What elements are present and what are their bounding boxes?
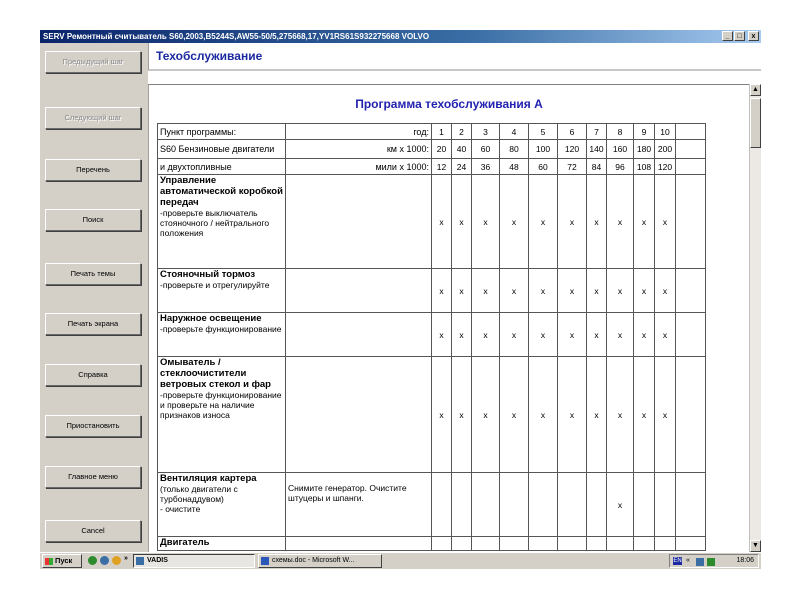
interval-mark: x xyxy=(529,313,558,357)
spacer-cell xyxy=(676,140,706,159)
spacer-cell xyxy=(676,357,706,473)
item-title: Управление автоматической коробкой передач xyxy=(160,175,283,208)
interval-mark: x xyxy=(607,313,634,357)
system-tray xyxy=(669,554,759,568)
taskbar xyxy=(40,552,761,569)
item-title: Двигатель xyxy=(160,537,210,548)
interval-mark xyxy=(634,537,655,551)
maintenance-item-row xyxy=(158,537,706,551)
interval-value: 96 xyxy=(607,159,634,175)
print-topic-button[interactable]: Печать темы xyxy=(45,263,141,285)
interval-mark: x xyxy=(558,269,587,313)
scroll-up-arrow-icon[interactable]: ▲ xyxy=(750,84,761,96)
window-controls xyxy=(722,31,759,41)
interval-value: 120 xyxy=(558,140,587,159)
interval-value: 180 xyxy=(634,140,655,159)
item-note xyxy=(286,269,432,313)
windows-logo-icon xyxy=(45,558,53,565)
interval-value: 12 xyxy=(432,159,452,175)
interval-mark: x xyxy=(529,269,558,313)
interval-mark xyxy=(529,537,558,551)
interval-mark xyxy=(529,473,558,537)
interval-mark: x xyxy=(432,269,452,313)
interval-mark: x xyxy=(655,269,676,313)
interval-value: 6 xyxy=(558,124,587,140)
item-detail: -проверьте функционирование и проверьте на наличие признаков износа xyxy=(160,390,282,420)
header-unit: год: xyxy=(286,124,432,140)
language-indicator[interactable]: EN xyxy=(673,558,682,564)
header-label: и двухтопливные xyxy=(158,159,286,175)
interval-mark: x xyxy=(500,313,529,357)
interval-mark xyxy=(587,473,607,537)
minimize-button[interactable]: _ xyxy=(722,31,733,41)
print-screen-button[interactable]: Печать экрана xyxy=(45,313,141,335)
interval-mark xyxy=(472,473,500,537)
spacer-cell xyxy=(676,313,706,357)
maintenance-table xyxy=(157,123,706,551)
interval-mark xyxy=(500,537,529,551)
interval-mark xyxy=(587,537,607,551)
previous-step-button[interactable]: Предыдущий шаг xyxy=(45,51,141,73)
interval-mark: x xyxy=(607,473,634,537)
interval-mark: x xyxy=(655,175,676,269)
interval-value: 5 xyxy=(529,124,558,140)
interval-mark: x xyxy=(655,357,676,473)
quicklaunch-desktop-icon[interactable] xyxy=(100,556,109,565)
clock: 18:06 xyxy=(736,557,754,564)
interval-value: 60 xyxy=(529,159,558,175)
item-description xyxy=(158,269,286,313)
item-description xyxy=(158,537,286,551)
interval-mark: x xyxy=(500,357,529,473)
interval-mark: x xyxy=(452,313,472,357)
maintenance-item-row xyxy=(158,269,706,313)
interval-value: 36 xyxy=(472,159,500,175)
interval-value: 140 xyxy=(587,140,607,159)
interval-mark xyxy=(500,473,529,537)
item-note: Снимите генератор. Очистите штуцеры и шпанги. xyxy=(286,473,432,537)
interval-value: 3 xyxy=(472,124,500,140)
interval-mark: x xyxy=(587,175,607,269)
task-vadis[interactable] xyxy=(133,554,255,568)
interval-mark xyxy=(432,473,452,537)
interval-mark: x xyxy=(607,269,634,313)
item-title: Омыватель / стеклоочистители ветровых стекол и фар xyxy=(160,357,271,390)
interval-value: 20 xyxy=(432,140,452,159)
spacer-cell xyxy=(676,175,706,269)
list-button[interactable]: Перечень xyxy=(45,159,141,181)
app-window xyxy=(40,30,761,552)
spacer-cell xyxy=(676,473,706,537)
interval-mark: x xyxy=(587,269,607,313)
spacer-cell xyxy=(676,159,706,175)
program-title: Программа техобслуживания А xyxy=(355,97,543,111)
maximize-button[interactable]: □ xyxy=(734,31,745,41)
interval-mark: x xyxy=(558,357,587,473)
start-button[interactable] xyxy=(42,554,82,568)
interval-value: 60 xyxy=(472,140,500,159)
item-title: Вентиляция картера xyxy=(160,473,257,484)
quicklaunch-more[interactable]: » xyxy=(124,555,128,562)
interval-mark: x xyxy=(432,357,452,473)
sidebar xyxy=(40,43,148,552)
interval-mark: x xyxy=(452,175,472,269)
interval-value: 40 xyxy=(452,140,472,159)
interval-mark: x xyxy=(634,313,655,357)
interval-mark: x xyxy=(432,313,452,357)
interval-mark xyxy=(452,473,472,537)
interval-mark xyxy=(655,537,676,551)
interval-mark: x xyxy=(452,269,472,313)
header-label: S60 Бензиновые двигатели xyxy=(158,140,286,159)
item-detail: -проверьте выключатель стояночного / нейтрального положения xyxy=(160,208,270,238)
interval-mark: x xyxy=(500,269,529,313)
start-label: Пуск xyxy=(55,556,73,565)
scroll-thumb[interactable] xyxy=(750,98,761,148)
interval-mark xyxy=(472,537,500,551)
page-header xyxy=(148,43,761,71)
interval-mark: x xyxy=(472,313,500,357)
task-word-document[interactable] xyxy=(258,554,382,568)
interval-mark: x xyxy=(634,269,655,313)
item-description xyxy=(158,473,286,537)
maintenance-item-row xyxy=(158,175,706,269)
interval-mark xyxy=(655,473,676,537)
interval-mark: x xyxy=(587,357,607,473)
quicklaunch-media-icon[interactable] xyxy=(112,556,121,565)
interval-mark: x xyxy=(432,175,452,269)
task-label: схемы.doc - Microsoft W... xyxy=(272,557,355,564)
item-title: Наружное освещение xyxy=(160,313,262,324)
page-title: Техобслуживание xyxy=(156,49,263,63)
item-title: Стояночный тормоз xyxy=(160,269,256,280)
interval-value: 9 xyxy=(634,124,655,140)
interval-value: 108 xyxy=(634,159,655,175)
search-button[interactable]: Поиск xyxy=(45,209,141,231)
pause-button[interactable]: Приостановить xyxy=(45,415,141,437)
interval-mark xyxy=(634,473,655,537)
interval-mark: x xyxy=(529,357,558,473)
header-row xyxy=(158,124,706,140)
header-label: Пункт программы: xyxy=(158,124,286,140)
interval-value: 72 xyxy=(558,159,587,175)
help-button[interactable]: Справка xyxy=(45,364,141,386)
interval-mark: x xyxy=(452,357,472,473)
interval-mark: x xyxy=(607,175,634,269)
interval-mark: x xyxy=(472,357,500,473)
cancel-button[interactable]: Cancel xyxy=(45,520,141,542)
interval-value: 7 xyxy=(587,124,607,140)
interval-value: 1 xyxy=(432,124,452,140)
title-bar xyxy=(40,30,761,43)
scroll-down-arrow-icon[interactable]: ▼ xyxy=(750,540,761,552)
item-detail: (только двигатели с турбонаддувом) - очистите xyxy=(160,484,238,514)
window-title: SERV Ремонтный считыватель S60,2003,B5244S,AW55-50/5,275668,17,YV1RS61S932275668 VOLVO xyxy=(43,32,430,41)
tray-security-icon[interactable] xyxy=(707,558,715,566)
interval-mark: x xyxy=(472,175,500,269)
item-description xyxy=(158,313,286,357)
tray-network-icon[interactable] xyxy=(696,558,704,566)
item-note xyxy=(286,537,432,551)
interval-mark: x xyxy=(558,313,587,357)
interval-mark: x xyxy=(607,357,634,473)
item-description xyxy=(158,175,286,269)
header-unit: мили x 1000: xyxy=(286,159,432,175)
interval-value: 48 xyxy=(500,159,529,175)
close-button[interactable]: x xyxy=(748,31,759,41)
interval-mark: x xyxy=(472,269,500,313)
header-row xyxy=(158,140,706,159)
word-app-icon xyxy=(261,557,269,565)
maintenance-item-row xyxy=(158,313,706,357)
tray-expand-chevron-icon[interactable]: « xyxy=(686,557,690,564)
quicklaunch-browser-icon[interactable] xyxy=(88,556,97,565)
interval-mark: x xyxy=(529,175,558,269)
interval-mark: x xyxy=(558,175,587,269)
item-note xyxy=(286,357,432,473)
interval-value: 200 xyxy=(655,140,676,159)
interval-mark xyxy=(432,537,452,551)
item-note xyxy=(286,313,432,357)
item-detail: -проверьте и отрегулируйте xyxy=(160,280,270,290)
header-row xyxy=(158,159,706,175)
spacer-cell xyxy=(676,537,706,551)
interval-value: 100 xyxy=(529,140,558,159)
item-detail: -проверьте функционирование xyxy=(160,324,282,334)
maintenance-item-row xyxy=(158,357,706,473)
main-menu-button[interactable]: Главное меню xyxy=(45,466,141,488)
maintenance-item-row xyxy=(158,473,706,537)
interval-value: 24 xyxy=(452,159,472,175)
document-panel[interactable] xyxy=(148,84,761,552)
interval-mark xyxy=(558,473,587,537)
spacer-cell xyxy=(676,269,706,313)
interval-value: 4 xyxy=(500,124,529,140)
header-unit: км x 1000: xyxy=(286,140,432,159)
interval-mark xyxy=(607,537,634,551)
item-description xyxy=(158,357,286,473)
next-step-button[interactable]: Следующий шаг xyxy=(45,107,141,129)
interval-mark: x xyxy=(634,357,655,473)
interval-value: 8 xyxy=(607,124,634,140)
interval-mark: x xyxy=(634,175,655,269)
spacer-cell xyxy=(676,124,706,140)
interval-mark: x xyxy=(655,313,676,357)
interval-value: 80 xyxy=(500,140,529,159)
interval-mark xyxy=(558,537,587,551)
interval-mark: x xyxy=(500,175,529,269)
content-area xyxy=(148,43,761,552)
interval-mark: x xyxy=(587,313,607,357)
vertical-scrollbar[interactable] xyxy=(749,84,761,552)
interval-value: 10 xyxy=(655,124,676,140)
interval-value: 160 xyxy=(607,140,634,159)
interval-value: 2 xyxy=(452,124,472,140)
item-note xyxy=(286,175,432,269)
vadis-app-icon xyxy=(136,557,144,565)
interval-value: 84 xyxy=(587,159,607,175)
interval-mark xyxy=(452,537,472,551)
task-label: VADIS xyxy=(147,557,168,564)
interval-value: 120 xyxy=(655,159,676,175)
